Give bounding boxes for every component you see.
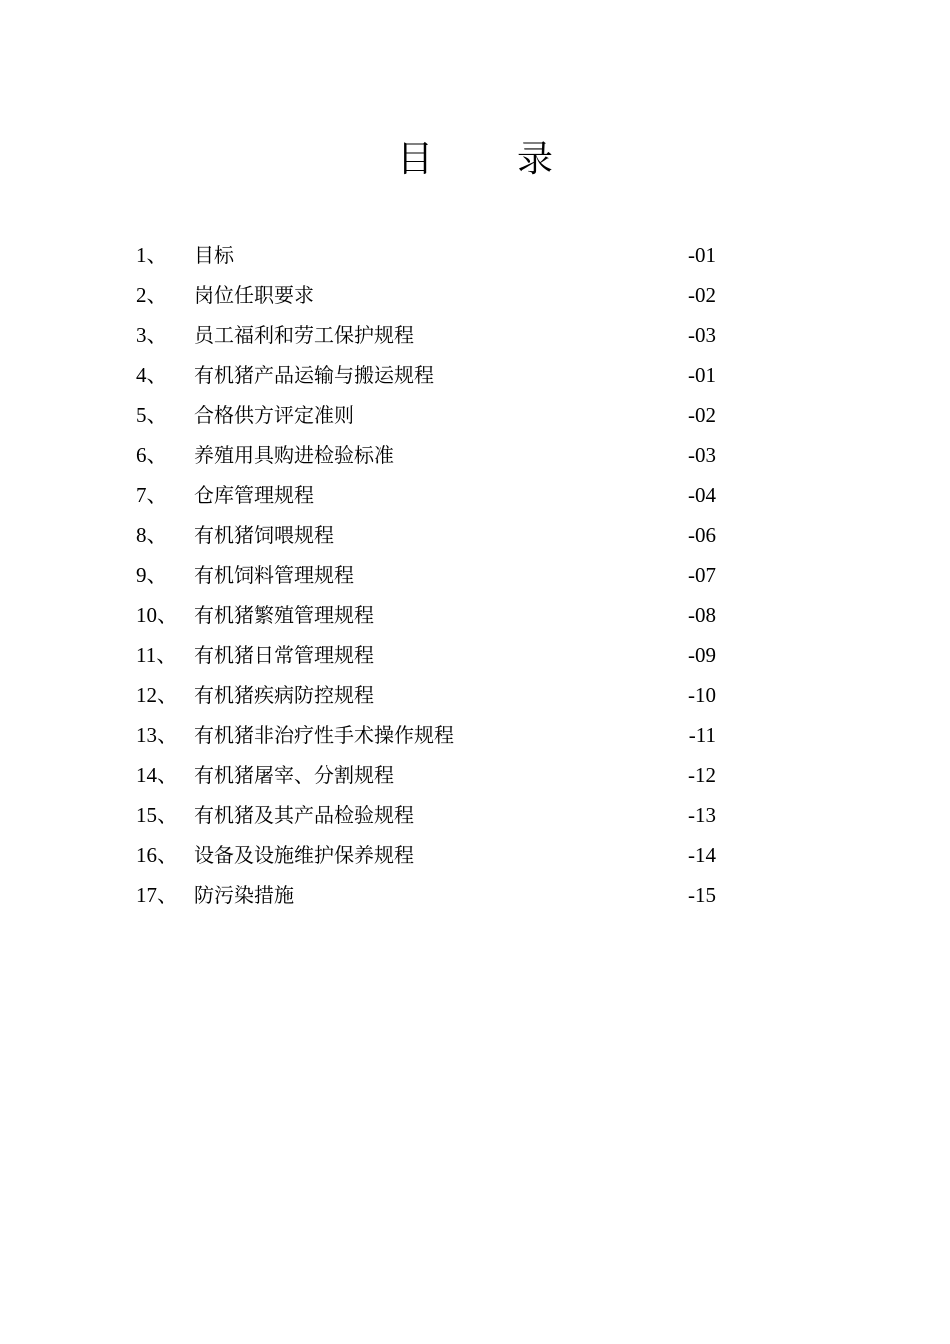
toc-row	[136, 475, 716, 515]
toc-page: -09	[688, 643, 716, 667]
toc-title: 有机猪繁殖管理规程	[194, 603, 374, 627]
toc-number: 6、	[136, 443, 168, 467]
toc-row	[136, 635, 716, 675]
toc-number: 1、	[136, 243, 168, 267]
toc-page: -02	[688, 283, 716, 307]
toc-title: 员工福利和劳工保护规程	[194, 323, 414, 347]
toc-number: 14、	[136, 763, 178, 787]
toc-title: 养殖用具购进检验标准	[194, 443, 394, 467]
toc-page: -03	[688, 323, 716, 347]
toc-number: 10、	[136, 603, 178, 627]
toc-title: 有机猪屠宰、分割规程	[194, 763, 394, 787]
toc-page: -12	[688, 763, 716, 787]
toc-number: 2、	[136, 283, 168, 307]
toc-title: 有机猪及其产品检验规程	[194, 803, 414, 827]
toc-number: 15、	[136, 803, 178, 827]
title-char-1: 目	[396, 139, 433, 180]
toc-number: 13、	[136, 723, 178, 747]
toc-row	[136, 835, 716, 875]
toc-title: 有机猪产品运输与搬运规程	[194, 363, 434, 387]
table-of-contents	[136, 235, 716, 915]
toc-number: 16、	[136, 843, 178, 867]
toc-title: 有机猪疾病防控规程	[194, 683, 374, 707]
toc-page: -07	[688, 563, 716, 587]
toc-row	[136, 715, 716, 755]
toc-page: -01	[688, 243, 716, 267]
toc-row	[136, 755, 716, 795]
toc-title: 目标	[194, 243, 234, 267]
toc-page: -03	[688, 443, 716, 467]
toc-row	[136, 595, 716, 635]
toc-page: -15	[688, 883, 716, 907]
toc-row	[136, 355, 716, 395]
toc-title: 有机猪日常管理规程	[194, 643, 374, 667]
toc-number: 8、	[136, 523, 168, 547]
toc-page: -01	[688, 363, 716, 387]
toc-row	[136, 515, 716, 555]
toc-title: 防污染措施	[194, 883, 294, 907]
toc-number: 4、	[136, 363, 168, 387]
toc-page: -06	[688, 523, 716, 547]
toc-title: 有机饲料管理规程	[194, 563, 354, 587]
toc-number: 9、	[136, 563, 168, 587]
toc-row	[136, 675, 716, 715]
toc-page: -14	[688, 843, 716, 867]
toc-title: 有机猪饲喂规程	[194, 523, 334, 547]
toc-title: 岗位任职要求	[194, 283, 314, 307]
toc-row	[136, 235, 716, 275]
toc-row	[136, 275, 716, 315]
toc-number: 17、	[136, 883, 178, 907]
toc-page: -13	[688, 803, 716, 827]
toc-number: 7、	[136, 483, 168, 507]
toc-row	[136, 875, 716, 915]
toc-title: 仓库管理规程	[194, 483, 314, 507]
toc-row	[136, 315, 716, 355]
page-title	[0, 136, 950, 184]
toc-row	[136, 395, 716, 435]
toc-page: -08	[688, 603, 716, 627]
toc-number: 12、	[136, 683, 178, 707]
toc-page: -02	[688, 403, 716, 427]
toc-page: -11	[688, 723, 716, 747]
toc-row	[136, 795, 716, 835]
toc-number: 3、	[136, 323, 168, 347]
toc-number: 11、	[136, 643, 178, 667]
toc-title: 合格供方评定准则	[194, 403, 354, 427]
toc-title: 有机猪非治疗性手术操作规程	[194, 723, 454, 747]
title-char-2: 录	[517, 139, 554, 180]
toc-row	[136, 555, 716, 595]
toc-page: -04	[688, 483, 716, 507]
toc-number: 5、	[136, 403, 168, 427]
toc-title: 设备及设施维护保养规程	[194, 843, 414, 867]
toc-page: -10	[688, 683, 716, 707]
toc-row	[136, 435, 716, 475]
